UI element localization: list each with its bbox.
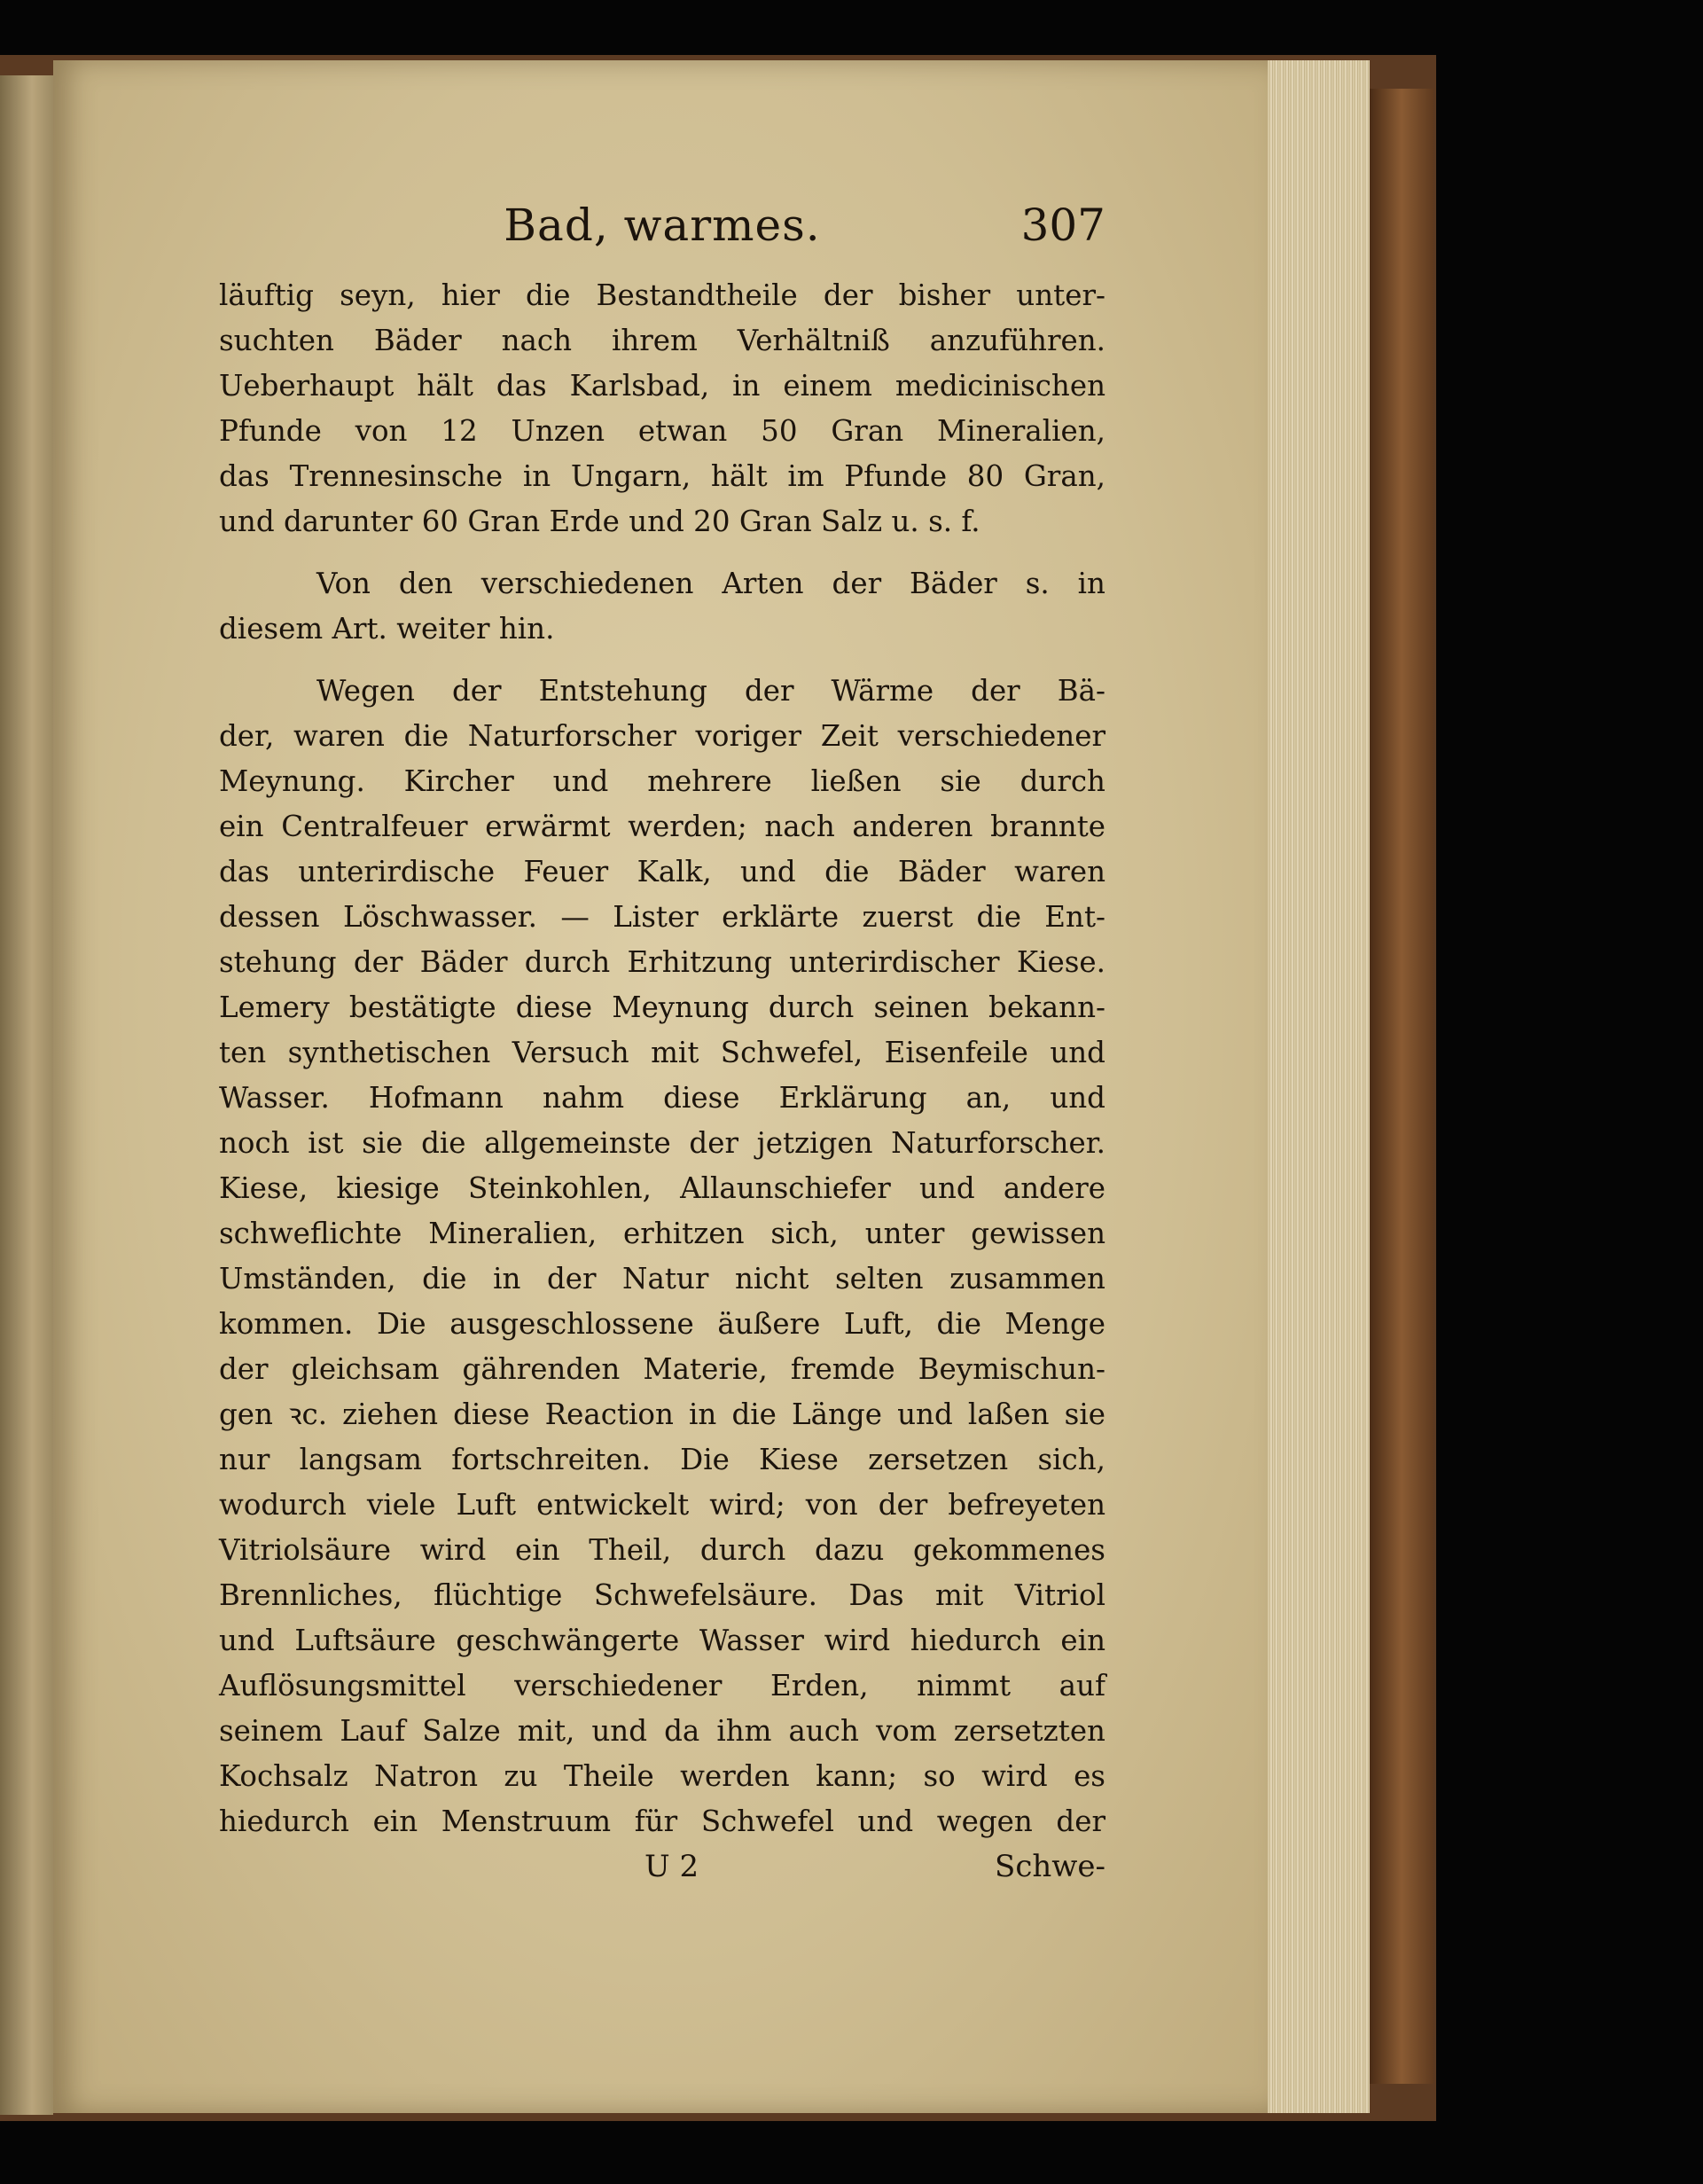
text-line: diesem Art. weiter hin. [219,612,555,646]
text-line: schweflichte Mineralien, erhitzen sich, unter gewissen [219,1217,1105,1250]
text-line: läuftig seyn, hier die Bestandtheile der bisher unter- [219,278,1105,312]
text-line: ein Centralfeuer erwärmt werden; nach anderen brannte [219,810,1105,843]
text-line: Kiese, kiesige Steinkohlen, Allaunschiefer und andere [219,1171,1105,1205]
text-line: Umständen, die in der Natur nicht selten zusammen [219,1262,1105,1296]
text-line: suchten Bäder nach ihrem Verhältniß anzuführen. [219,324,1105,357]
text-line: Meynung. Kircher und mehrere ließen sie durch [219,764,1105,798]
text-line: das unterirdische Feuer Kalk, und die Bäder waren [219,855,1105,888]
text-line: Kochsalz Natron zu Theile werden kann; so wird es [219,1759,1105,1793]
text-line: ten synthetischen Versuch mit Schwefel, Eisenfeile und [219,1036,1105,1069]
text-line: und darunter 60 Gran Erde und 20 Gran Salz u. s. f. [219,505,980,538]
paragraph [219,273,1105,544]
text-line: Vitriolsäure wird ein Theil, durch dazu gekommenes [219,1533,1105,1567]
text-line: stehung der Bäder durch Erhitzung unterirdischer Kiese. [219,945,1105,979]
catchword: Schwe- [995,1849,1105,1884]
text-line: Wegen der Entstehung der Wärme der Bä- [316,674,1105,708]
text-line: der gleichsam gährenden Materie, fremde Beymischun- [219,1352,1105,1386]
text-line: noch ist sie die allgemeinste der jetzigen Naturforscher. [219,1126,1105,1160]
text-line: wodurch viele Luft entwickelt wird; von der befreyeten [219,1488,1105,1522]
body-text [219,273,1105,1844]
text-line: Ueberhaupt hält das Karlsbad, in einem medicinischen [219,369,1105,403]
paragraph [219,669,1105,1844]
running-title: Bad, warmes. [504,200,821,251]
signature-mark: U 2 [644,1849,699,1884]
text-line: Lemery bestätigte diese Meynung durch seinen bekann- [219,990,1105,1024]
cover-spine-edge [1370,89,1433,2084]
text-line: nur langsam fortschreiten. Die Kiese zersetzen sich, [219,1443,1105,1476]
text-line: gen ꝛc. ziehen diese Reaction in die Länge und laßen sie [219,1397,1105,1431]
page-text [219,199,1105,1890]
text-line: Von den verschiedenen Arten der Bäder s. in [316,567,1105,600]
text-line: hiedurch ein Menstruum für Schwefel und wegen der [219,1804,1105,1838]
page-edges [1268,60,1370,2113]
text-line: Wasser. Hofmann nahm diese Erklärung an, und [219,1081,1105,1115]
text-line: kommen. Die ausgeschlossene äußere Luft, die Menge [219,1307,1105,1341]
text-line: Brennliches, flüchtige Schwefelsäure. Das mit Vitriol [219,1578,1105,1612]
text-line: Pfunde von 12 Unzen etwan 50 Gran Mineralien, [219,414,1105,448]
text-line: seinem Lauf Salze mit, und da ihm auch vom zersetzten [219,1714,1105,1748]
text-line: der, waren die Naturforscher voriger Zeit verschiedener [219,719,1105,753]
text-line: das Trennesinsche in Ungarn, hält im Pfunde 80 Gran, [219,459,1105,493]
text-line: und Luftsäure geschwängerte Wasser wird hiedurch ein [219,1624,1105,1657]
text-line: dessen Löschwasser. — Lister erklärte zuerst die Ent- [219,900,1105,934]
page-footer [219,1844,1105,1890]
paragraph [219,561,1105,652]
facing-page-edge [0,75,53,2115]
page-number: 307 [1020,200,1105,251]
running-head [219,199,1105,273]
text-line: Auflösungsmittel verschiedener Erden, nimmt auf [219,1669,1105,1703]
